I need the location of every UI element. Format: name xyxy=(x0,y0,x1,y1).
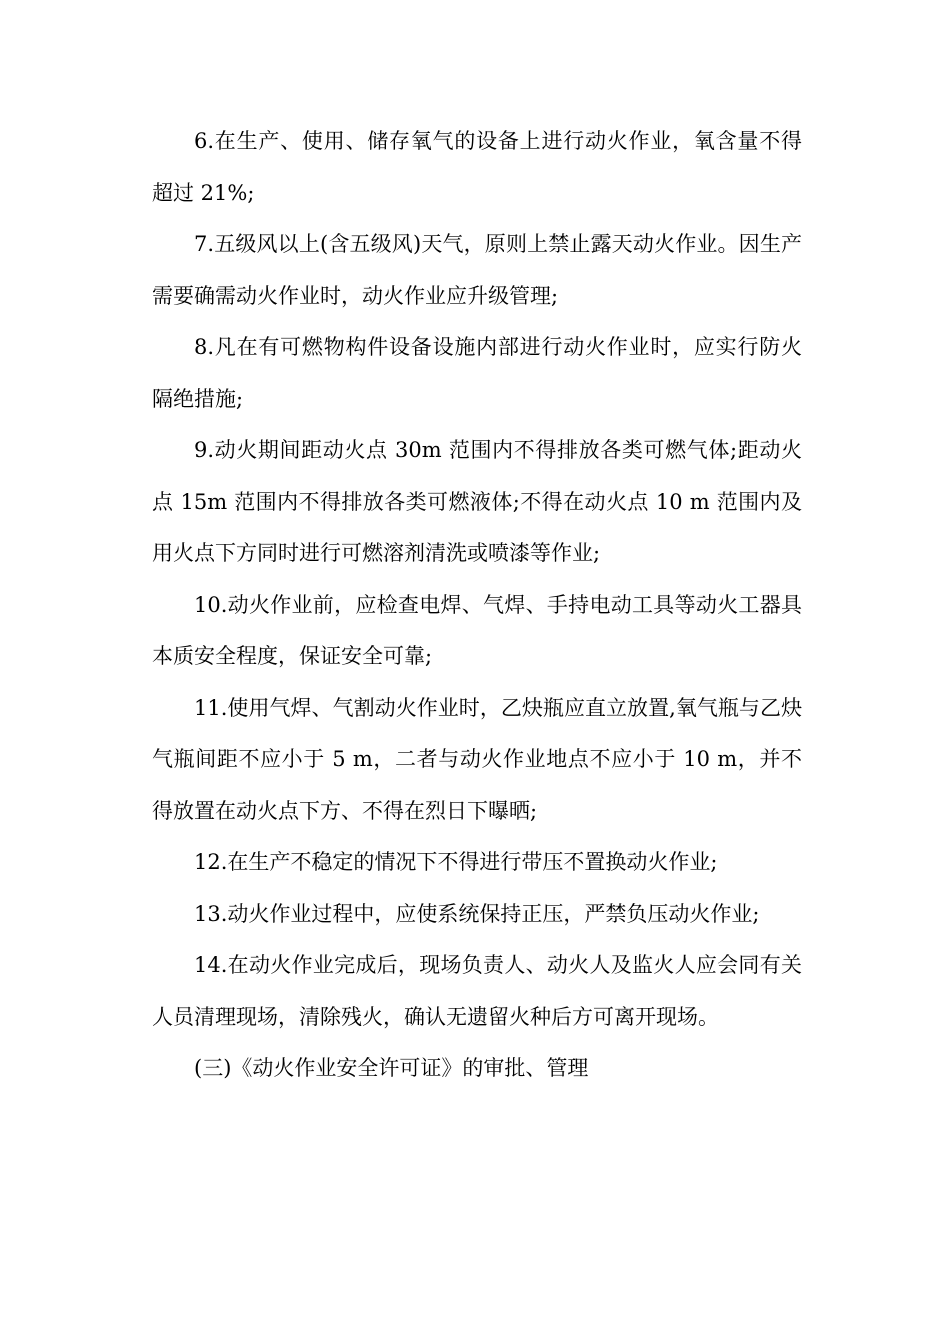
paragraph-item-9: 9.动火期间距动火点 30m 范围内不得排放各类可燃气体;距动火点 15m 范围内不得排放各类可燃液体;不得在动火点 10 m 范围内及用火点下方同时进行可燃溶剂清洗或喷漆等作业; xyxy=(152,438,802,565)
paragraph-item-10: 10.动火作业前，应检查电焊、气焊、手持电动工具等动火工器具本质安全程度，保证安全可靠; xyxy=(152,592,802,668)
paragraph-item-11: 11.使用气焊、气割动火作业时，乙炔瓶应直立放置,氧气瓶与乙炔气瓶间距不应小于 5 m，二者与动火作业地点不应小于 10 m，并不得放置在动火点下方、不得在烈日下曝晒; xyxy=(152,695,802,823)
paragraph-item-14: 14.在动火作业完成后，现场负责人、动火人及监火人应会同有关人员清理现场，清除残火，确认无遗留火种后方可离开现场。 xyxy=(152,953,802,1029)
section-heading-3: (三)《动火作业安全许可证》的审批、管理 xyxy=(194,1056,589,1080)
paragraph-item-6: 6.在生产、使用、储存氧气的设备上进行动火作业，氧含量不得超过 21%; xyxy=(152,129,802,205)
paragraph-item-8: 8.凡在有可燃物构件设备设施内部进行动火作业时，应实行防火隔绝措施; xyxy=(152,335,802,411)
paragraph-item-13: 13.动火作业过程中，应使系统保持正压，严禁负压动火作业; xyxy=(194,901,760,926)
paragraph-item-12: 12.在生产不稳定的情况下不得进行带压不置换动火作业; xyxy=(194,850,718,874)
paragraph-item-7: 7.五级风以上(含五级风)天气，原则上禁止露天动火作业。因生产需要确需动火作业时，动火作业应升级管理; xyxy=(152,232,802,308)
document-body xyxy=(152,116,802,1095)
